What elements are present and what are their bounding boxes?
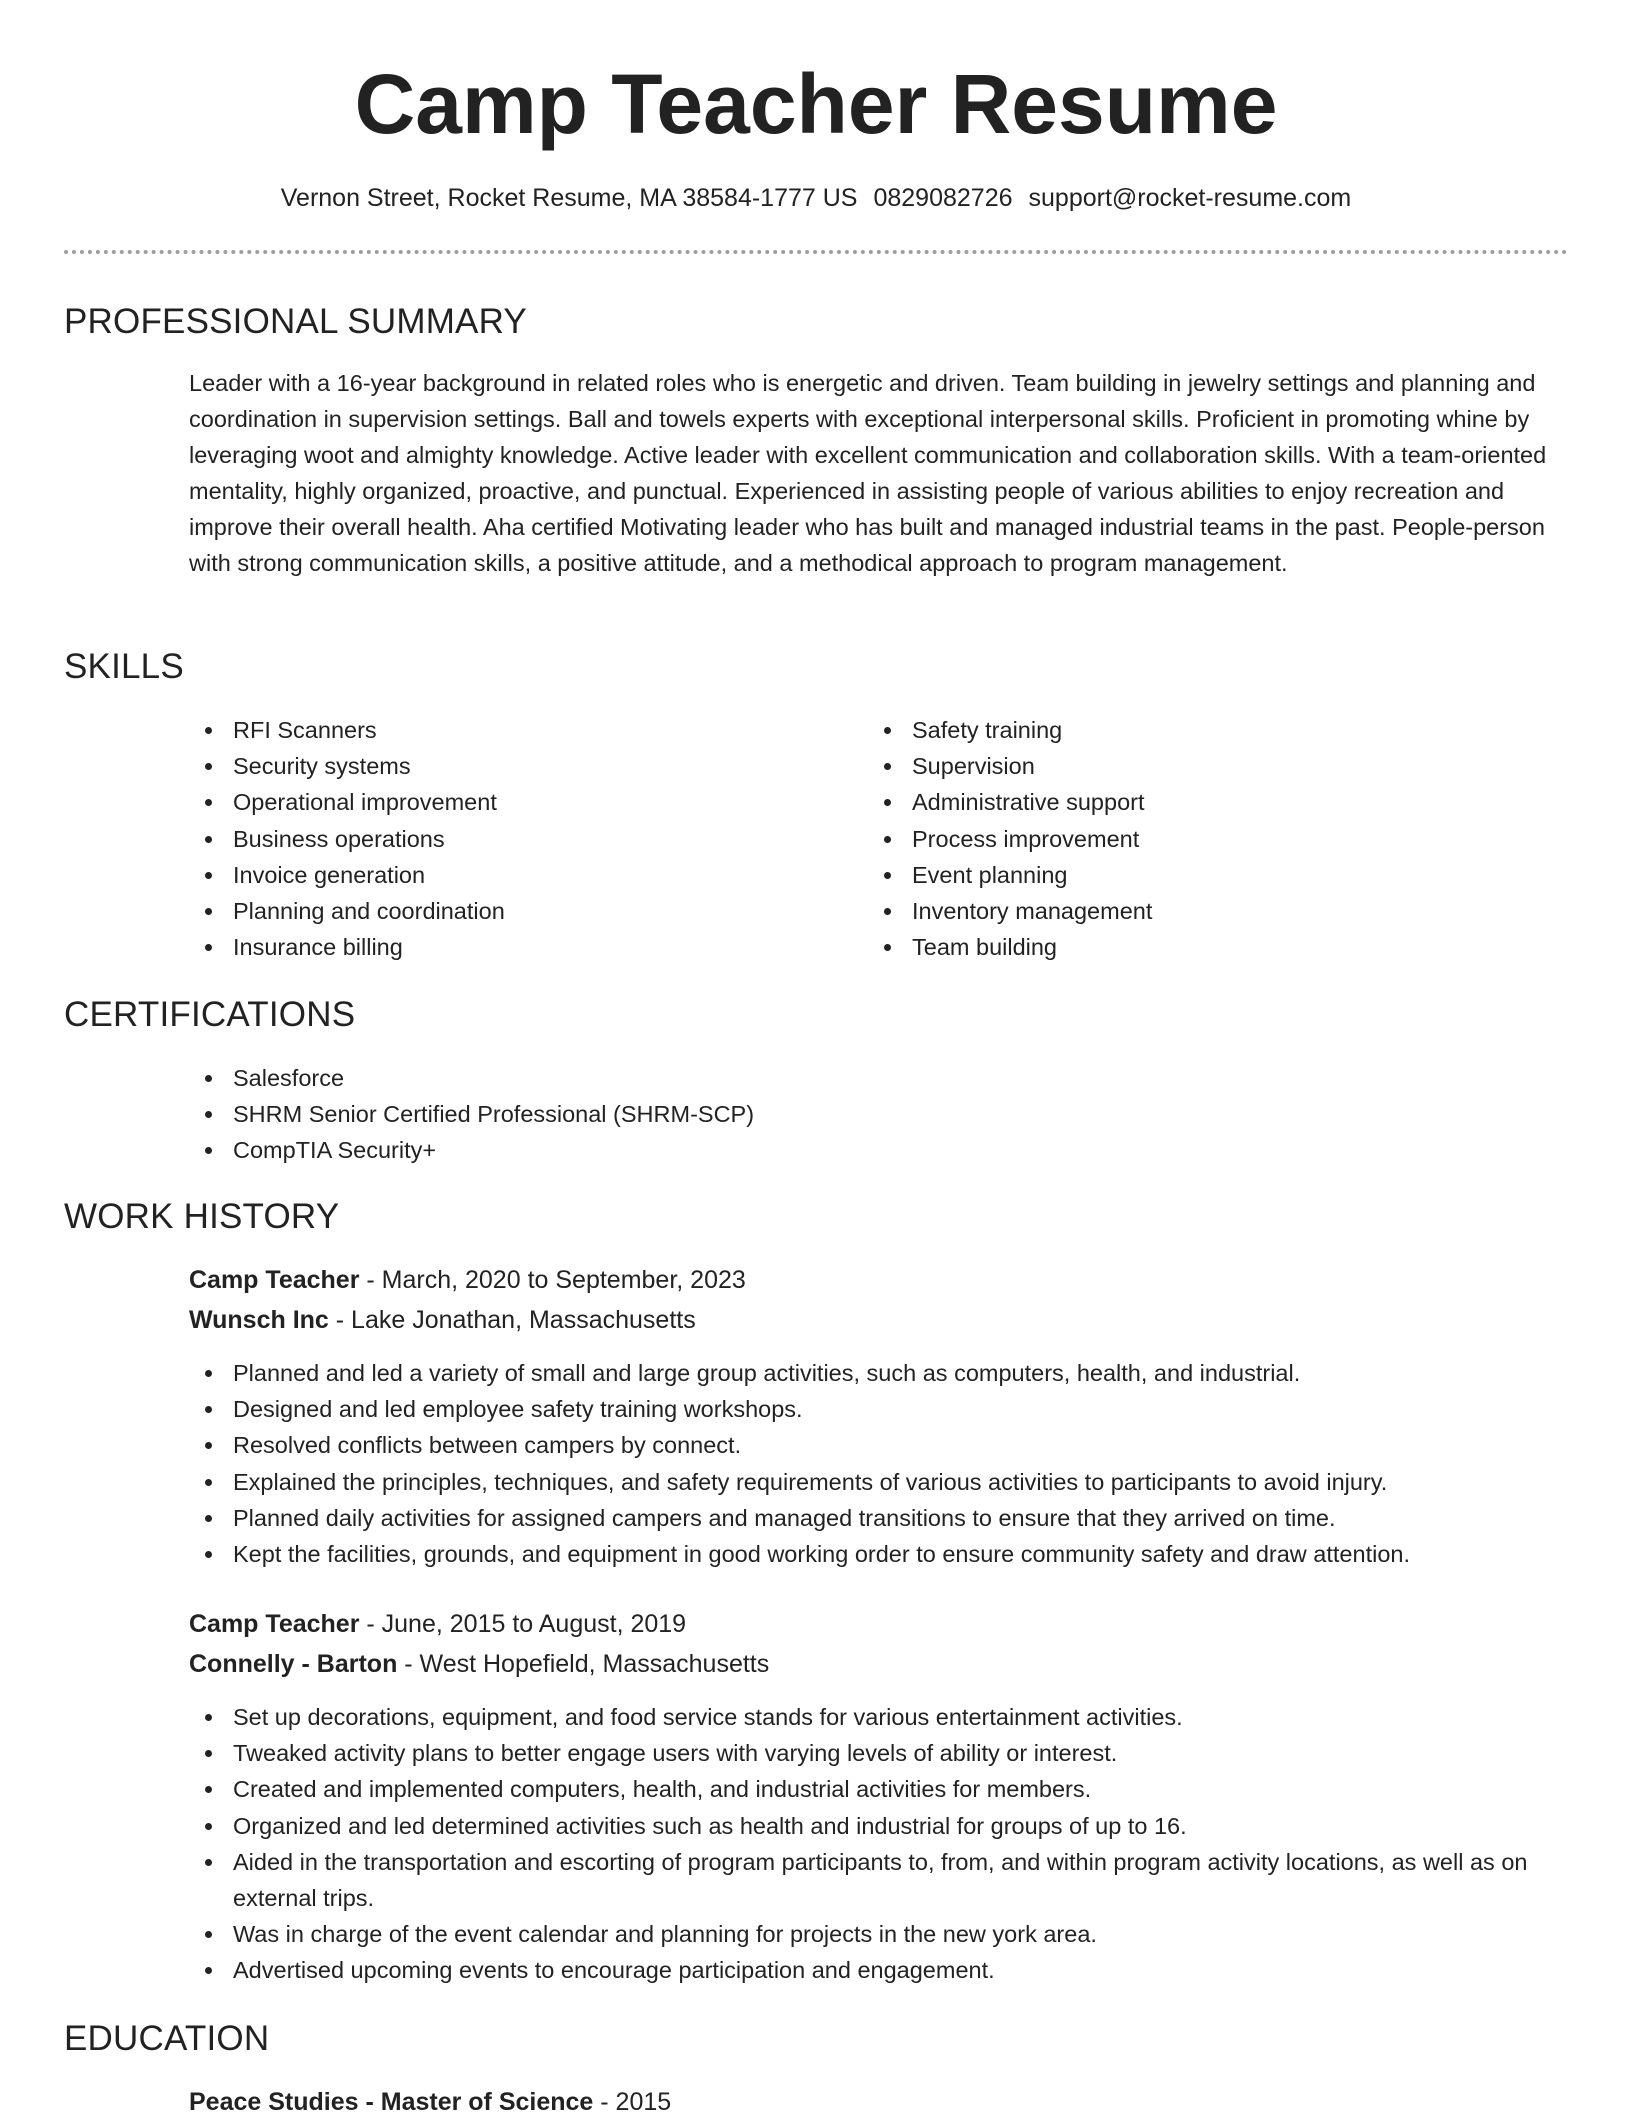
job-dates: - June, 2015 to August, 2019 <box>359 1610 687 1638</box>
job-bullet: Organized and led determined activities such as health and industrial for groups of up to 16. <box>189 1808 1569 1844</box>
job-title: Camp Teacher <box>189 1610 360 1638</box>
education-line <box>189 2084 671 2112</box>
summary-heading: PROFESSIONAL SUMMARY <box>64 302 527 341</box>
job-bullet: Advertised upcoming events to encourage participation and engagement. <box>189 1952 1569 1988</box>
certification-item: SHRM Senior Certified Professional (SHRM-SCP) <box>189 1096 1489 1132</box>
job-bullet: Aided in the transportation and escorting of program participants to, from, and within program activity locations, as well as on external trips. <box>189 1844 1569 1916</box>
skill-item: Security systems <box>189 748 849 784</box>
education-heading: EDUCATION <box>64 2019 270 2058</box>
education-year: - 2015 <box>593 2088 672 2112</box>
job-bullet: Explained the principles, techniques, and safety requirements of various activities to participants to avoid injury. <box>189 1464 1569 1500</box>
address: Vernon Street, Rocket Resume, MA 38584-1777 US <box>280 184 858 212</box>
skill-item: Insurance billing <box>189 929 849 965</box>
job-bullet: Tweaked activity plans to better engage users with varying levels of ability or interest. <box>189 1735 1569 1771</box>
job-bullet: Designed and led employee safety training workshops. <box>189 1391 1569 1427</box>
job-bullet: Kept the facilities, grounds, and equipment in good working order to ensure community safety and draw attention. <box>189 1536 1569 1572</box>
skill-item: RFI Scanners <box>189 712 849 748</box>
skills-list-left <box>189 712 849 965</box>
certifications-list <box>189 1060 1489 1169</box>
job-2-bullets <box>189 1699 1569 1989</box>
skill-item: Event planning <box>868 857 1528 893</box>
contact-line <box>0 180 1632 216</box>
job-bullet: Resolved conflicts between campers by connect. <box>189 1427 1569 1463</box>
resume-title: Camp Teacher Resume <box>354 57 1278 151</box>
job-title: Camp Teacher <box>189 1266 360 1294</box>
summary-text: Leader with a 16-year background in related roles who is energetic and driven. Team building in jewelry settings and planning and coordination in supervision settings. Ball and towels experts with exceptional interpersonal skills. Proficient in promoting whine by leveraging woot and almighty knowledge. Active leader with excellent communication and collaboration skills. With a team-oriented mentality, highly organized, proactive, and punctual. Experienced in assisting people of various abilities to enjoy recreation and improve their overall health. Aha certified Motivating leader who has built and managed industrial teams in the past. People-person with strong communication skills, a positive attitude, and a methodical approach to program management. <box>189 370 1547 576</box>
skill-item: Inventory management <box>868 893 1528 929</box>
certification-item: Salesforce <box>189 1060 1489 1096</box>
phone: 0829082726 <box>873 184 1013 212</box>
skill-item: Supervision <box>868 748 1528 784</box>
header-divider <box>64 250 1568 254</box>
job-1-title-line <box>189 1262 746 1298</box>
skill-item: Administrative support <box>868 784 1528 820</box>
job-2-title-line <box>189 1606 686 1642</box>
skill-item: Process improvement <box>868 821 1528 857</box>
job-bullet: Set up decorations, equipment, and food service stands for various entertainment activities. <box>189 1699 1569 1735</box>
skill-item: Invoice generation <box>189 857 849 893</box>
skill-item: Planning and coordination <box>189 893 849 929</box>
job-company: Connelly - Barton <box>189 1650 398 1678</box>
skill-item: Business operations <box>189 821 849 857</box>
skill-item: Operational improvement <box>189 784 849 820</box>
certification-item: CompTIA Security+ <box>189 1132 1489 1168</box>
job-location: - West Hopefield, Massachusetts <box>397 1650 770 1678</box>
job-location: - Lake Jonathan, Massachusetts <box>328 1306 696 1334</box>
education-degree: Peace Studies - Master of Science <box>189 2088 594 2112</box>
work-history-heading: WORK HISTORY <box>64 1197 340 1236</box>
job-bullet: Planned and led a variety of small and large group activities, such as computers, health, and industrial. <box>189 1355 1569 1391</box>
skill-item: Team building <box>868 929 1528 965</box>
email[interactable]: support@rocket-resume.com <box>1028 184 1352 212</box>
job-bullet: Was in charge of the event calendar and planning for projects in the new york area. <box>189 1916 1569 1952</box>
certifications-heading: CERTIFICATIONS <box>64 995 356 1034</box>
job-1-bullets <box>189 1355 1569 1572</box>
skills-heading: SKILLS <box>64 647 184 686</box>
job-2-company-line <box>189 1646 769 1682</box>
job-bullet: Created and implemented computers, health, and industrial activities for members. <box>189 1771 1569 1807</box>
job-1-company-line <box>189 1302 696 1338</box>
job-company: Wunsch Inc <box>189 1306 329 1334</box>
job-bullet: Planned daily activities for assigned campers and managed transitions to ensure that they arrived on time. <box>189 1500 1569 1536</box>
job-dates: - March, 2020 to September, 2023 <box>359 1266 746 1294</box>
skill-item: Safety training <box>868 712 1528 748</box>
skills-list-right <box>868 712 1528 965</box>
